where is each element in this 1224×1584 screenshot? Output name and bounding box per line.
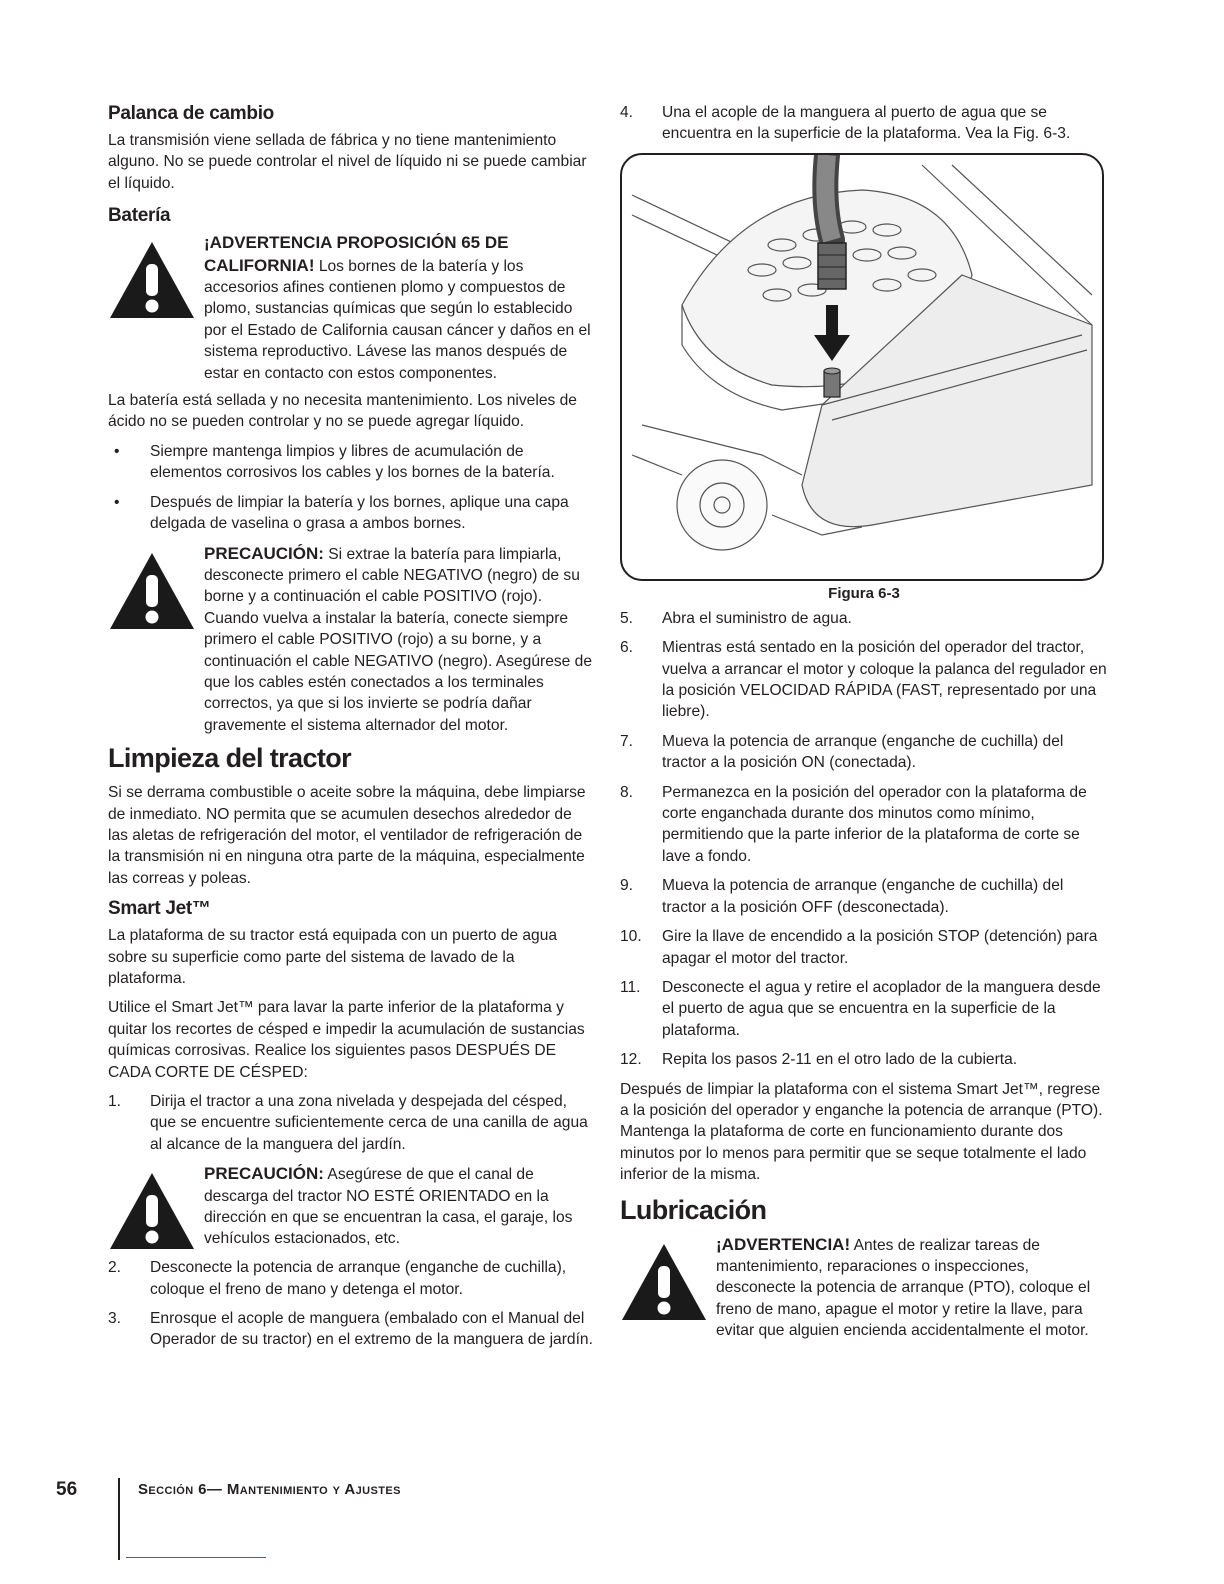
- warning-triangle-icon: [108, 543, 204, 737]
- caution2-text: Asegúrese de que el canal de descarga del tractor NO ESTÉ ORIENTADO en la dirección en que se encuentran la casa, el garaje, los vehículos estacionados, etc.: [204, 1166, 573, 1248]
- lubrication-warning: [620, 1234, 1108, 1342]
- step-item: 5. Abra el suministro de agua.: [620, 609, 852, 627]
- prop65-text: Los bornes de la batería y los accesorios afines contienen plomo y compuestos de plomo, sustancias químicas que según lo establecido por el Estado de California causan cáncer y daños en el sistema reproductivo. Lávese las manos después de estar en contacto con estos componentes.: [204, 257, 591, 382]
- footer-divider: [118, 1478, 120, 1560]
- warn-lead: ¡ADVERTENCIA!: [716, 1234, 851, 1254]
- step-item: 4. Una el acople de la manguera al puerto de agua que se encuentra en la superficie de la plataforma. Vea la Fig. 6-3.: [620, 104, 1071, 143]
- after-cleaning-text: Después de limpiar la plataforma con el sistema Smart Jet™, regrese a la posición del operador y enganche la potencia de arranque (PTO). Mantenga la plataforma de corte en funcionamiento durante dos minutos por lo menos para permitir que se seque totalmente el lado inferior de la misma.: [620, 1080, 1103, 1184]
- palanca-heading: Palanca de cambio: [108, 103, 274, 124]
- section-title: Sección 6— Mantenimiento y Ajustes: [138, 1481, 401, 1498]
- step-item: 8. Permanezca en la posición del operador con la plataforma de corte enganchada durante dos minutos como mínimo, permitiendo que la parte inferior de la plataforma de corte se lave a fondo.: [620, 783, 1087, 865]
- bateria-text: La batería está sellada y no necesita mantenimiento. Los niveles de ácido no se pueden controlar y no se puede agregar líquido.: [108, 392, 577, 431]
- caution1-text: Si extrae la batería para limpiarla, desconecte primero el cable NEGATIVO (negro) de su borne y a continuación el cable POSITIVO (rojo). Cuando vuelva a instalar la batería, conecte siempre primero el cable POSITIVO (rojo) a su borne, y a continuación el cable NEGATIVO (negro). Asegúrese de que los cables estén conectados a los terminales correctos, ya que si los invierte se podría dañar gravemente el sistema alternador del motor.: [204, 545, 593, 734]
- step-item: 6. Mientras está sentado en la posición del operador del tractor, vuelva a arrancar el motor y coloque la palanca del regulador en la posición VELOCIDAD RÁPIDA (FAST, representado por una liebre).: [620, 639, 1107, 721]
- prop65-lead: ¡ADVERTENCIA PROPOSICIÓN 65 DE CALIFORNIA!: [204, 233, 509, 275]
- list-item: • Después de limpiar la batería y los bornes, aplique una capa delgada de vaselina o grasa a ambos bornes.: [114, 493, 569, 533]
- figure-caption: Figura 6-3: [828, 584, 900, 602]
- limpieza-text: Si se derrama combustible o aceite sobre la máquina, debe limpiarse de inmediato. NO permita que se acumulen desechos alrededor de las aletas de refrigeración del motor, el ventilador de refrigeración de la transmisión ni en ninguna otra parte de la máquina, especialmente las correas y poleas.: [108, 784, 586, 887]
- page-footer: [56, 1478, 401, 1560]
- step-item: 9. Mueva la potencia de arranque (enganche de cuchilla) del tractor a la posición OFF (desconectada).: [620, 877, 1064, 916]
- battery-caution: [108, 543, 596, 737]
- smartjet-heading: Smart Jet™: [108, 898, 211, 920]
- step-item: 2. Desconecte la potencia de arranque (enganche de cuchilla), coloque el freno de mano y detenga el motor.: [108, 1259, 567, 1298]
- palanca-text: La transmisión viene sellada de fábrica y no tiene mantenimiento alguno. No se puede controlar el nivel de líquido ni se puede cambiar el líquido.: [108, 132, 587, 192]
- warning-triangle-icon: [108, 232, 204, 384]
- warning-triangle-icon: [620, 1234, 716, 1342]
- list-item: • Siempre mantenga limpios y libres de acumulación de elementos corrosivos los cables y los bornes de la batería.: [114, 442, 555, 482]
- step-item: 12. Repita los pasos 2-11 en el otro lado de la cubierta.: [620, 1051, 1018, 1069]
- step-item: 10. Gire la llave de encendido a la posición STOP (detención) para apagar el motor del tractor.: [620, 928, 1098, 967]
- step-item: 3. Enrosque el acople de manguera (embalado con el Manual del Operador de su tractor) en el extremo de la manguera de jardín.: [108, 1310, 593, 1349]
- discharge-caution: [108, 1163, 596, 1251]
- smartjet-text-2: Utilice el Smart Jet™ para lavar la parte inferior de la plataforma y quitar los recortes de césped e impedir la acumulación de sustancias químicas corrosivas. Realice los siguientes pasos DESPUÉS DE CADA CORTE DE CÉSPED:: [108, 999, 585, 1081]
- right-column: [620, 102, 1108, 1348]
- mower-deck-illustration: [622, 155, 1102, 579]
- warn-text: Antes de realizar tareas de mantenimiento, reparaciones o inspecciones, desconecte la potencia de arranque (PTO), coloque el freno de mano, apague el motor y retire la llave, para evitar que alguien encienda accidentalmente el motor.: [716, 1236, 1091, 1340]
- warning-triangle-icon: [108, 1163, 204, 1251]
- figure-6-3: [620, 153, 1104, 581]
- smartjet-text-1: La plataforma de su tractor está equipada con un puerto de agua sobre su superficie como parte del sistema de lavado de la plataforma.: [108, 927, 558, 987]
- bateria-heading: Batería: [108, 205, 171, 227]
- limpieza-heading: Limpieza del tractor: [108, 743, 352, 774]
- left-column: [108, 102, 596, 1359]
- step-item: 7. Mueva la potencia de arranque (enganche de cuchilla) del tractor a la posición ON (conectada).: [620, 732, 1064, 772]
- lubricacion-heading: Lubricación: [620, 1194, 767, 1225]
- prop65-warning: [108, 232, 596, 384]
- caution1-lead: PRECAUCIÓN:: [204, 543, 324, 563]
- caution2-lead: PRECAUCIÓN:: [204, 1164, 324, 1184]
- page-number: 56: [56, 1479, 78, 1500]
- footer-link-underline: [126, 1557, 266, 1558]
- step-item: 11. Desconecte el agua y retire el acoplador de la manguera desde el puerto de agua que se encuentra en la superficie de la plataforma.: [620, 978, 1101, 1039]
- step-item: 1. Dirija el tractor a una zona nivelada y despejada del césped, que se encuentre suficientemente cerca de una canilla de agua al alcance de la manguera del jardín.: [108, 1093, 588, 1153]
